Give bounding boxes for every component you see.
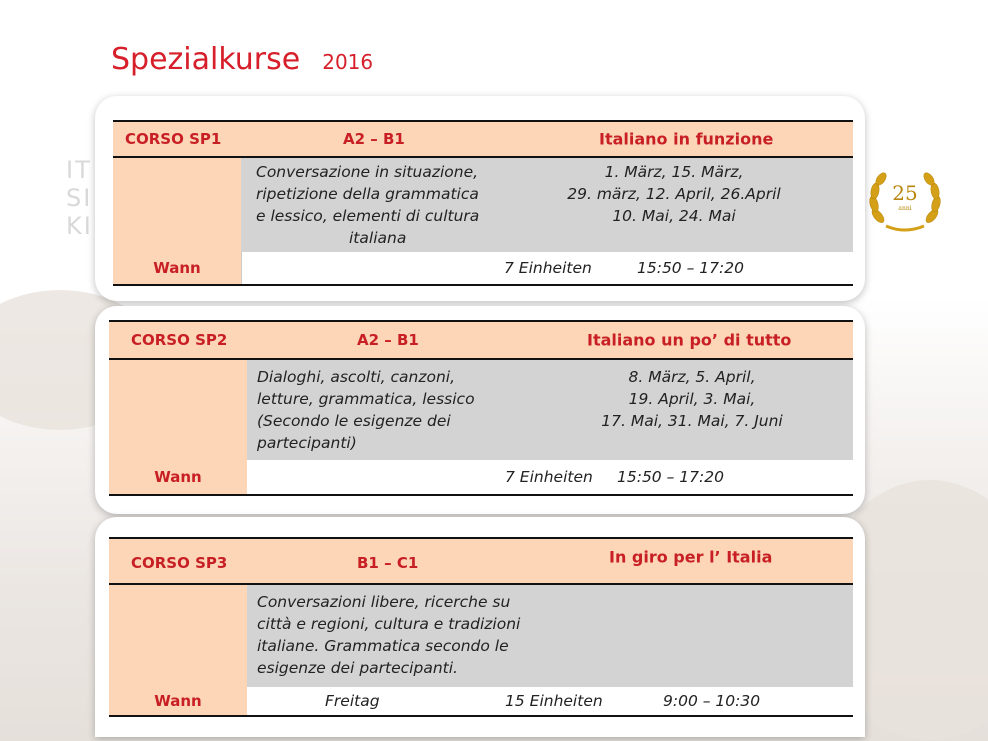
course-day: Freitag xyxy=(325,692,380,710)
course-side-cell xyxy=(109,585,247,687)
course-level: A2 – B1 xyxy=(357,331,419,349)
course-units: 15 Einheiten xyxy=(505,692,603,710)
description-line: partecipanti) xyxy=(257,434,357,452)
description-line: italiane. Grammatica secondo le xyxy=(257,637,509,655)
course-header-row xyxy=(113,120,853,158)
course-schedule-row xyxy=(109,460,853,496)
schedule-info xyxy=(241,252,853,284)
course-time: 15:50 – 17:20 xyxy=(617,468,724,486)
dates-line: 1. März, 15. März, xyxy=(604,163,744,181)
schedule-info xyxy=(247,687,853,715)
course-description-cell xyxy=(241,158,853,252)
description-line: (Secondo le esigenze dei xyxy=(257,412,451,430)
badge-sub: anni xyxy=(898,205,912,212)
page-title xyxy=(111,42,373,77)
course-code: CORSO SP3 xyxy=(131,553,228,572)
course-body-row xyxy=(109,360,853,460)
course-side-cell xyxy=(113,158,241,252)
dates-line: 19. April, 3. Mai, xyxy=(628,390,756,408)
title-text: Spezialkurse xyxy=(111,42,301,77)
wann-label: Wann xyxy=(113,252,241,284)
course-level: B1 – C1 xyxy=(357,553,419,572)
course-description-cell xyxy=(247,585,853,687)
description-line: italiana xyxy=(349,229,407,247)
course-dates xyxy=(559,161,789,227)
course-body-row xyxy=(113,158,853,252)
course-side-cell xyxy=(109,360,247,460)
description-line: letture, grammatica, lessico xyxy=(257,390,475,408)
course-body-row xyxy=(109,585,853,687)
course-dates xyxy=(577,366,807,432)
anniversary-laurel-icon xyxy=(866,166,944,234)
wann-label: Wann xyxy=(109,687,247,715)
course-card-sp3 xyxy=(95,517,865,737)
course-description xyxy=(256,161,479,249)
background-letters xyxy=(66,156,93,240)
background-letter: IT xyxy=(66,156,92,184)
description-line: Conversazioni libere, ricerche su xyxy=(257,593,511,611)
schedule-info xyxy=(247,460,853,494)
course-units: 7 Einheiten xyxy=(505,468,593,486)
badge-number: 25 xyxy=(892,181,918,205)
course-header-row xyxy=(109,537,853,585)
description-line: Conversazione in situazione, xyxy=(256,163,479,181)
dates-line: 8. März, 5. April, xyxy=(628,368,756,386)
description-line: e lessico, elementi di cultura xyxy=(256,207,480,225)
course-name: Italiano un po’ di tutto xyxy=(587,330,792,350)
course-table xyxy=(109,320,853,496)
course-card-sp1 xyxy=(95,96,865,301)
title-year: 2016 xyxy=(322,50,374,74)
course-schedule-row xyxy=(109,687,853,717)
dates-line: 10. Mai, 24. Mai xyxy=(612,207,736,225)
wann-label: Wann xyxy=(109,460,247,494)
course-description xyxy=(257,366,475,454)
course-level: A2 – B1 xyxy=(343,130,405,148)
dates-line: 17. Mai, 31. Mai, 7. Juni xyxy=(601,412,783,430)
dates-line: 29. märz, 12. April, 26.April xyxy=(567,185,781,203)
course-units: 7 Einheiten xyxy=(504,259,592,277)
course-schedule-row xyxy=(113,252,853,286)
description-line: esigenze dei partecipanti. xyxy=(257,659,458,677)
background-letter: KI xyxy=(66,212,93,240)
description-line: ripetizione della grammatica xyxy=(256,185,479,203)
course-name: In giro per l’ Italia xyxy=(609,547,773,567)
course-time: 15:50 – 17:20 xyxy=(637,259,744,277)
description-line: città e regioni, cultura e tradizioni xyxy=(257,615,521,633)
course-code: CORSO SP2 xyxy=(131,331,228,349)
course-description-cell xyxy=(247,360,853,460)
background-letter: SI xyxy=(66,184,93,212)
description-line: Dialoghi, ascolti, canzoni, xyxy=(257,368,455,386)
course-time: 9:00 – 10:30 xyxy=(663,692,761,710)
course-table xyxy=(113,120,853,286)
course-header-row xyxy=(109,320,853,360)
course-description xyxy=(257,591,520,679)
course-code: CORSO SP1 xyxy=(125,130,222,148)
course-table xyxy=(109,537,853,717)
course-name: Italiano in funzione xyxy=(599,129,774,149)
course-card-sp2 xyxy=(95,306,865,514)
